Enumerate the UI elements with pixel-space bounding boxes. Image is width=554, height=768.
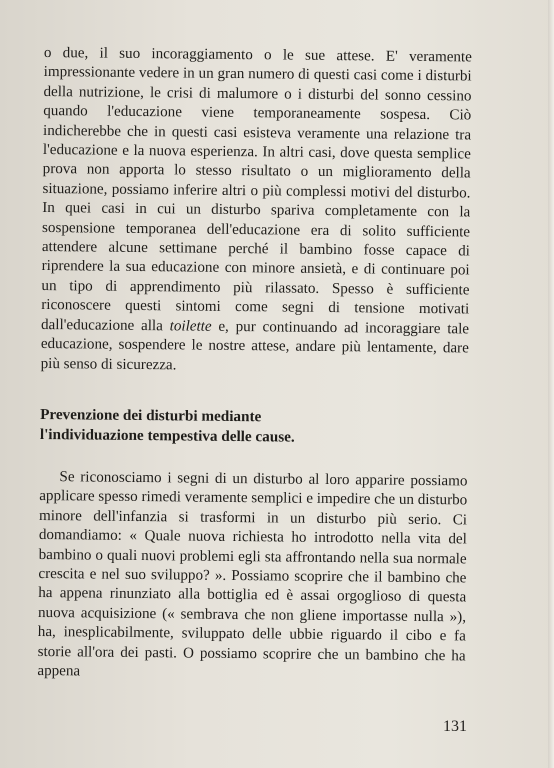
paragraph-text: o due, il suo incoraggiamento o le sue attese. E' veramente impressionante vedere in un gran numero di questi casi come i disturbi della nutrizione, le crisi di malumore o i disturbi del sonno cessino quando l'educazione viene temporaneamente sospesa. Ciò indicherebbe che in questi casi esisteva veramente una relazione tra l'educazione e la nuova esperienza. In altri casi, dove questa semplice prova non apporta lo stesso risultato o un miglioramento della situazione, possiamo inferire altri o più complessi motivi del disturbo. In quei casi in cui un disturbo spariva completamente con la sospensione temporanea dell'educazione era di solito sufficiente attendere alcune settimane perché il bambino fosse capace di riprendere la sua educazione con minore ansietà, e di continuare poi un tipo di apprendimento più rilassato. Spesso è sufficiente riconoscere questi sintomi come segni di tensione motivati dall'educazione alla xyxy=(40,44,472,335)
paragraph xyxy=(41,44,472,378)
page-number: 131 xyxy=(443,718,467,735)
section-heading xyxy=(40,405,468,449)
italic-word: toilette xyxy=(169,318,212,335)
section-spacer xyxy=(40,374,468,409)
heading-line-2: l'individuazione tempestiva delle cause. xyxy=(39,425,295,446)
paragraph: Se riconosciamo i segni di un disturbo al loro apparire possiamo applicare spesso rimedi veramente semplici e impedire che un disturbo minore dell'infanzia si trasformi in un disturbo più serio. Ci domandiamo: « Quale nuova richiesta ho introdotto nella vita del bambino o quali nuovi problemi egli sta affrontando nella sua normale crescita e nel suo sviluppo? ». Possiamo scoprire che il bambino che ha appena rinunziato alla bottiglia ed è assai orgoglioso di questa nuova acquisizione (« sembrava che non gliene importasse nulla »), ha, inesplicabilmente, sviluppato delle ubbie riguardo il cibo e fa storie all'ora dei pasti. O possiamo scoprire che un bambino che ha appena xyxy=(37,469,468,680)
page-spine-edge xyxy=(548,0,554,768)
page-text-block xyxy=(37,44,472,686)
heading-line-1: Prevenzione dei disturbi mediante xyxy=(40,405,262,426)
paragraph-text-end: e, pur continuando ad incoraggiare tale educazione, sospendere le nostre attese, andare più lentamente, dare più senso di sicurezza. xyxy=(40,318,470,373)
